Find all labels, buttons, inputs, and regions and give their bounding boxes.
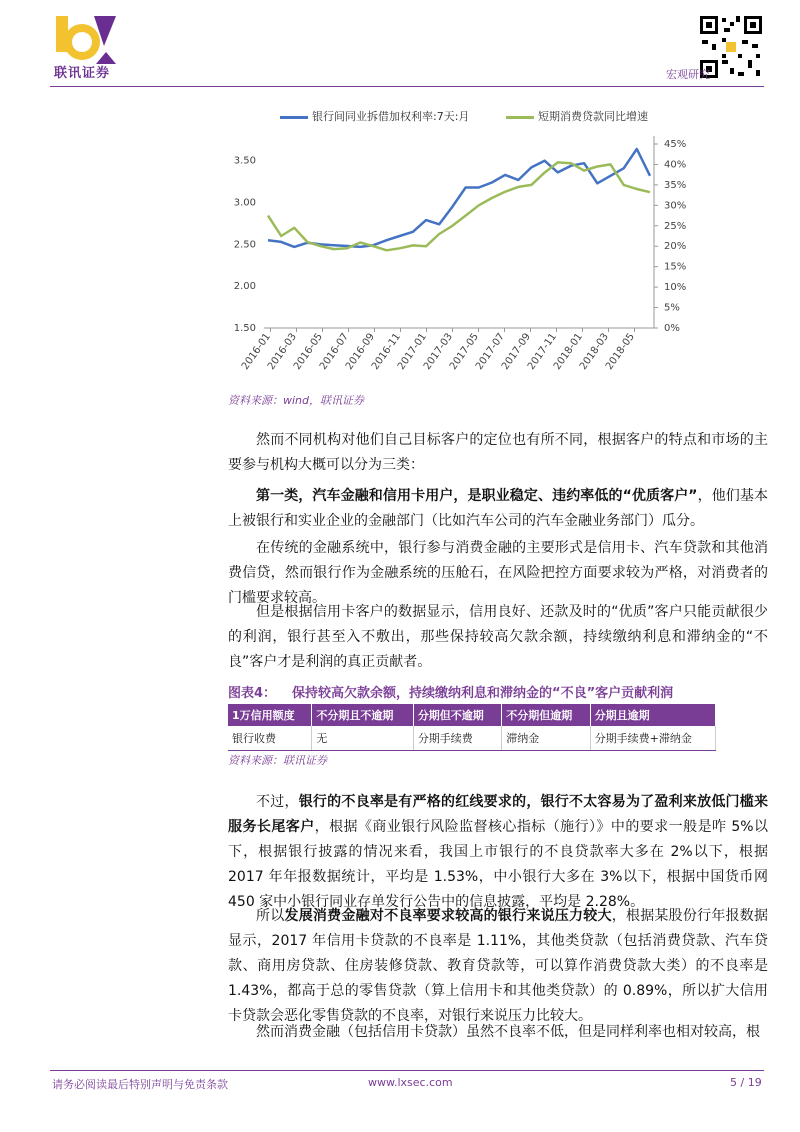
paragraph-5-lead: 不过， bbox=[256, 794, 299, 810]
table-cell: 银行收费 bbox=[228, 726, 312, 751]
paragraph-4: 但是根据信用卡客户的数据显示，信用良好、还款及时的“优质”客户只能贡献很少的利润，银行甚至入不敷出，那些保持较高欠款余额，持续缴纳利息和滞纳金的“不良”客户才是利润的真正贡献者。 bbox=[228, 604, 768, 670]
legend-swatch-consumer-loan bbox=[506, 116, 534, 119]
logo-text: 联讯证券 bbox=[54, 66, 111, 81]
legend-item-rate bbox=[280, 108, 469, 124]
chart-source: 资料来源：wind，联讯证券 bbox=[228, 394, 365, 407]
paragraph-5 bbox=[228, 790, 768, 915]
table-header: 分期但不逾期 bbox=[413, 704, 501, 726]
paragraph-6-lead: 所以 bbox=[256, 908, 285, 924]
table-cell: 分期手续费 bbox=[413, 726, 501, 751]
y-right-tick-label: 20% bbox=[664, 241, 687, 253]
y-left-tick-label: 2.50 bbox=[233, 239, 256, 251]
table-header-row bbox=[228, 704, 716, 726]
table-row bbox=[228, 726, 716, 751]
y-left-tick-label: 3.00 bbox=[233, 197, 256, 209]
paragraph-5-rest: ，根据《商业银行风险监督核心指标（施行）》中的要求一般是咋 5%以下，根据银行披露的情况来看，我国上市银行的不良贷款率大多在 2%以下，根据 2017 年年报数据统计，平均是 1.53%，中小银行大多在 3%以下，根据中国货币网 450 家中小银行同业存单发行公告中的信息披露，平均是 2.28%。 bbox=[228, 819, 768, 910]
x-tick-label: 2016-03 bbox=[265, 331, 299, 372]
footer-url[interactable]: www.lxsec.com bbox=[368, 1076, 453, 1089]
table-cell: 无 bbox=[312, 726, 413, 751]
table-header: 不分期但逾期 bbox=[502, 704, 590, 726]
legend-label-consumer-loan: 短期消费贷款同比增速 bbox=[538, 110, 648, 123]
y-right-tick-label: 0% bbox=[664, 323, 680, 334]
paragraph-6-rest: ，根据某股份行年报数据显示，2017 年信用卡贷款的不良率是 1.11%，其他类贷款（包括消费贷款、汽车贷款、商用房贷款、住房装修贷款、教育贷款等，可以算作消费贷款大类）的不良率是 1.43%，都高于总的零售贷款（算上信用卡和其他类贷款）的 0.89%，所以扩大信用卡贷款会恶化零售贷款的不良率，对银行来说压力比较大。 bbox=[228, 908, 769, 1024]
x-tick-label: 2016-05 bbox=[291, 331, 325, 372]
y-right-tick-label: 5% bbox=[664, 302, 680, 314]
paragraph-2-rest: ，他们基本上被银行和实业企业的金融部门（比如汽车公司的汽车金融业务部门）瓜分。 bbox=[228, 488, 768, 529]
figure-4-caption: 保持较高欠款余额，持续缴纳利息和滞纳金的“不良”客户贡献利润 bbox=[292, 686, 674, 701]
paragraph-7: 然而消费金融（包括信用卡贷款）虽然不良率不低，但是同样利率也相对较高，根 bbox=[256, 1024, 760, 1040]
legend-swatch-rate bbox=[280, 116, 308, 119]
y-right-tick-label: 35% bbox=[664, 179, 687, 191]
x-tick-label: 2016-09 bbox=[343, 331, 377, 372]
x-tick-label: 2018-05 bbox=[603, 331, 637, 372]
figure-4-source: 资料来源：联讯证券 bbox=[228, 754, 327, 767]
page-number: 5 / 19 bbox=[730, 1076, 762, 1089]
header-divider bbox=[50, 86, 764, 87]
y-left-tick-label: 3.50 bbox=[233, 155, 256, 167]
paragraph-5-bold: 银行的不良率是有严格的红线要求的，银行不太容易为了盈利来放低门槛来服务长尾客户 bbox=[228, 794, 768, 835]
figure-4-label: 图表4： bbox=[228, 686, 277, 701]
line-chart bbox=[220, 130, 700, 380]
table-cell: 滞纳金 bbox=[502, 726, 590, 751]
table-header: 1万信用额度 bbox=[228, 704, 312, 726]
x-tick-label: 2017-07 bbox=[473, 331, 507, 372]
y-right-tick-label: 10% bbox=[664, 282, 687, 294]
y-left-tick-label: 1.50 bbox=[233, 323, 256, 334]
x-tick-label: 2016-01 bbox=[239, 331, 273, 372]
legend-item-consumer-loan bbox=[506, 108, 648, 124]
x-tick-label: 2017-09 bbox=[499, 331, 533, 372]
y-right-tick-label: 15% bbox=[664, 261, 687, 273]
footer-disclaimer: 请务必阅读最后特别声明与免责条款 bbox=[52, 1078, 228, 1091]
y-left-tick-label: 2.00 bbox=[233, 281, 256, 293]
table-header: 不分期且不逾期 bbox=[312, 704, 413, 726]
paragraph-6 bbox=[228, 904, 768, 1029]
series-line-interbank-rate bbox=[268, 149, 650, 247]
x-tick-label: 2018-03 bbox=[577, 331, 611, 372]
y-right-tick-label: 30% bbox=[664, 200, 687, 212]
paragraph-3: 在传统的金融系统中，银行参与消费金融的主要形式是信用卡、汽车贷款和其他消费信贷，然而银行作为金融系统的压舱石，在风险把控方面要求较为严格，对消费者的门槛要求较高。 bbox=[228, 540, 768, 606]
table-header: 分期且逾期 bbox=[590, 704, 715, 726]
footer-divider bbox=[50, 1070, 764, 1071]
x-tick-label: 2017-03 bbox=[421, 331, 455, 372]
figure-4-title bbox=[228, 682, 689, 701]
y-right-tick-label: 40% bbox=[664, 159, 687, 171]
x-tick-label: 2017-01 bbox=[395, 331, 429, 372]
paragraph-2 bbox=[228, 484, 768, 534]
paragraph-2-bold: 第一类，汽车金融和信用卡用户，是职业稳定、违约率低的“优质客户” bbox=[256, 488, 698, 504]
x-tick-label: 2018-01 bbox=[551, 331, 585, 372]
section-label: 宏观研究 bbox=[666, 68, 710, 81]
x-tick-label: 2017-05 bbox=[447, 331, 481, 372]
paragraph-1: 然而不同机构对他们自己目标客户的定位也有所不同，根据客户的特点和市场的主要参与机构大概可以分为三类： bbox=[228, 432, 768, 473]
y-right-tick-label: 25% bbox=[664, 220, 687, 232]
table-cell: 分期手续费+滞纳金 bbox=[590, 726, 715, 751]
y-right-tick-label: 45% bbox=[664, 139, 687, 150]
legend-label-rate: 银行间同业拆借加权利率:7天:月 bbox=[312, 110, 470, 123]
paragraph-6-bold: 发展消费金融对不良率要求较高的银行来说压力较大 bbox=[284, 908, 612, 924]
figure-4-table bbox=[228, 704, 716, 751]
x-tick-label: 2017-11 bbox=[525, 331, 559, 372]
x-tick-label: 2016-07 bbox=[317, 331, 351, 372]
x-tick-label: 2016-11 bbox=[369, 331, 403, 372]
